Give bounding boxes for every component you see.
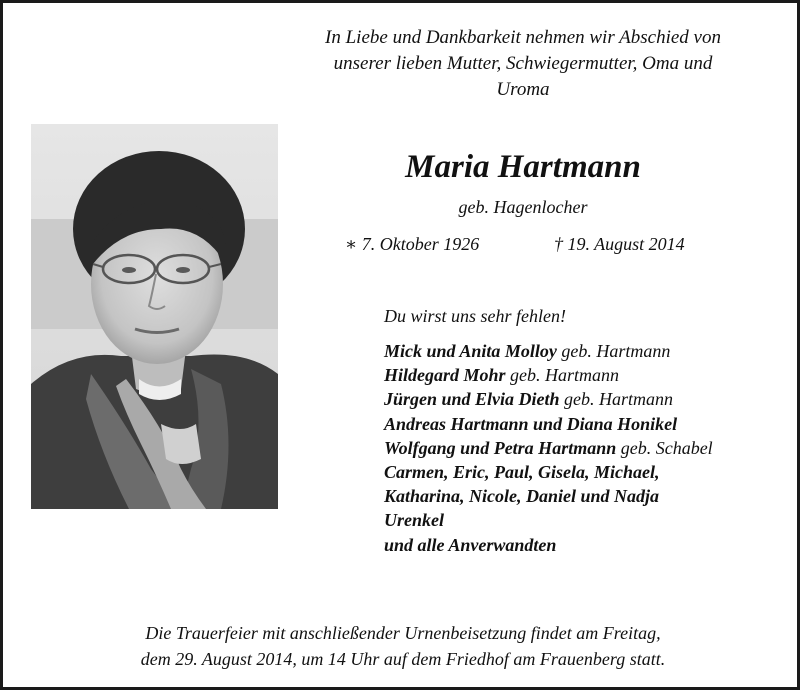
- service-line-1: Die Trauerfeier mit anschließender Urnenbeisetzung findet am Freitag,: [145, 623, 661, 643]
- family-member-name: Urenkel: [384, 510, 444, 531]
- service-line-2: dem 29. August 2014, um 14 Uhr auf dem Friedhof am Frauenberg statt.: [140, 649, 666, 669]
- portrait-photo: [31, 124, 278, 509]
- family-member-name: und alle Anverwandten: [384, 534, 557, 555]
- intro-line-1: In Liebe und Dankbarkeit nehmen wir Abschied von: [325, 27, 721, 48]
- death-date: † 19. August 2014: [554, 234, 685, 254]
- intro-text: [293, 25, 753, 103]
- family-row: [384, 508, 784, 532]
- family-row: [384, 460, 784, 484]
- family-row: [384, 412, 784, 436]
- family-member-name: Wolfgang und Petra Hartmann: [384, 437, 617, 458]
- intro-line-3: Uroma: [496, 79, 550, 100]
- family-row: [384, 387, 784, 411]
- family-row: [384, 436, 784, 460]
- family-member-name: Katharina, Nicole, Daniel und Nadja: [384, 486, 660, 507]
- family-member-name: Mick und Anita Molloy: [384, 341, 557, 361]
- family-member-suffix: geb. Schabel: [620, 437, 713, 458]
- family-member-name: Carmen, Eric, Paul, Gisela, Michael,: [384, 462, 660, 483]
- family-row: [384, 484, 784, 508]
- intro-line-2: unserer lieben Mutter, Schwiegermutter, Oma und: [333, 53, 713, 74]
- family-row: [384, 363, 784, 387]
- farewell-message: Du wirst uns sehr fehlen!: [384, 306, 566, 326]
- birth-date: ∗ 7. Oktober 1926: [345, 234, 480, 254]
- family-member-name: Andreas Hartmann und Diana Honikel: [384, 413, 678, 434]
- deceased-name: Maria Hartmann: [405, 149, 641, 185]
- family-row: [384, 339, 784, 363]
- maiden-name: geb. Hagenlocher: [458, 197, 588, 217]
- family-member-suffix: geb. Hartmann: [564, 389, 674, 410]
- family-member-suffix: geb. Hartmann: [561, 341, 671, 361]
- family-list: [384, 339, 784, 557]
- family-member-suffix: geb. Hartmann: [510, 365, 620, 386]
- funeral-service-info: [43, 620, 763, 672]
- family-row: [384, 533, 784, 557]
- family-member-name: Jürgen und Elvia Dieth: [384, 389, 560, 410]
- family-member-name: Hildegard Mohr: [384, 365, 506, 386]
